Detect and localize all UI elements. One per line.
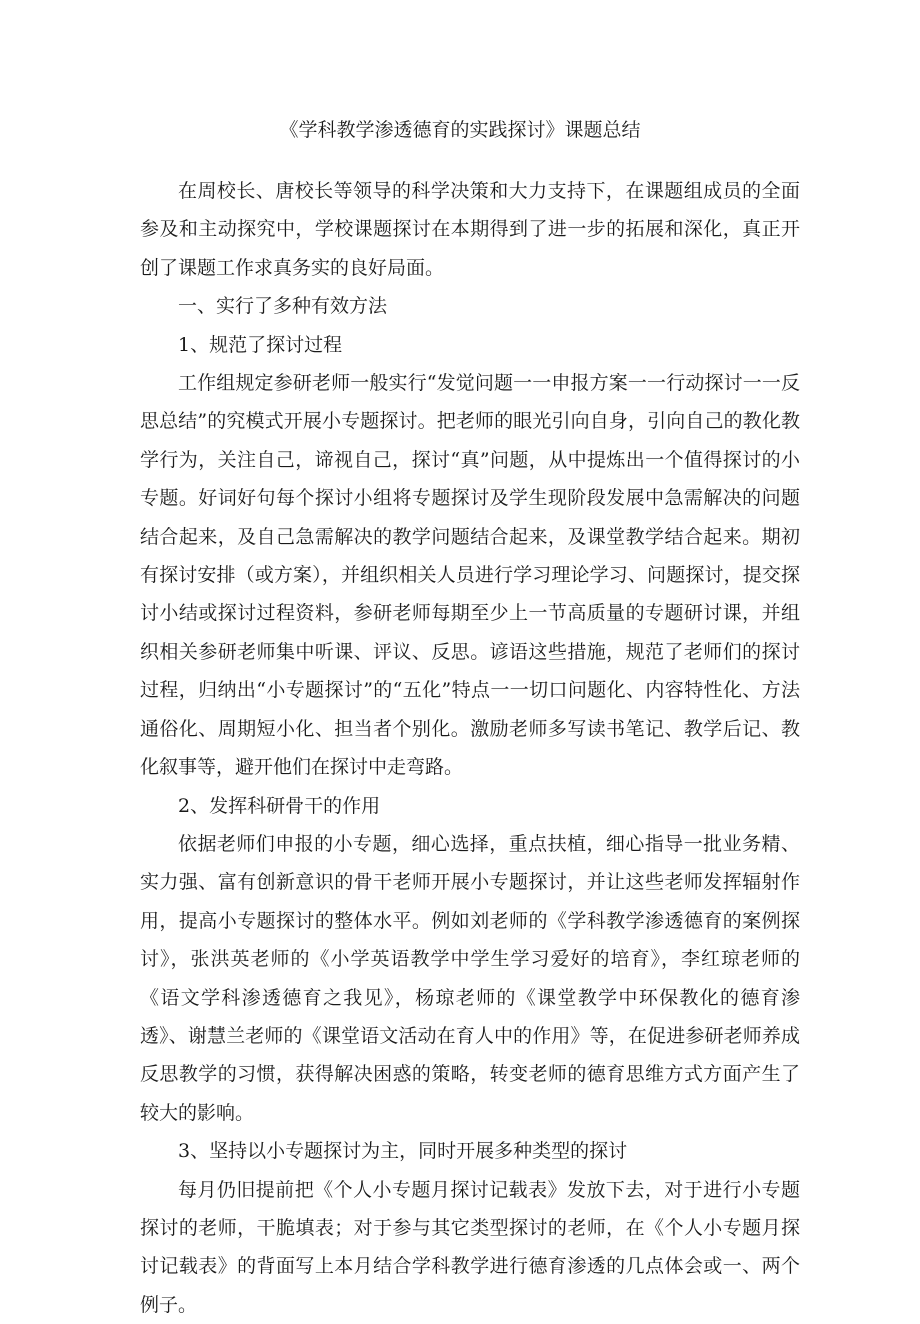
document-title: 《学科教学渗透德育的实践探讨》课题总结 bbox=[279, 119, 641, 141]
paragraph-backbone: 依据老师们申报的小专题，细心选择，重点扶植，细心指导一批业务精、实力强、富有创新意识的骨干老师开展小专题探讨，并让这些老师发挥辐射作用，提高小专题探讨的整体水平。例如刘老师的《学科教学渗透德育的案例探讨》，张洪英老师的《小学英语教学中学生学习爱好的培育》，李红琼老师的《语文学科渗透德育之我见》，杨琼老师的《课堂教学中环保教化的德育渗透》、谢慧兰老师的《课堂语文活动在育人中的作用》等，在促进参研老师养成反思教学的习惯，获得解决困惑的策略，转变老师的德育思维方式方面产生了较大的影响。 bbox=[140, 832, 800, 1124]
paragraph-intro: 在周校长、唐校长等领导的科学决策和大力支持下，在课题组成员的全面参及和主动探究中，学校课题探讨在本期得到了进一步的拓展和深化，真正开创了课题工作求真务实的良好局面。 bbox=[140, 180, 800, 279]
paragraph-monthly: 每月仍旧提前把《个人小专题月探讨记载表》发放下去，对于进行小专题探讨的老师，干脆填表；对于参与其它类型探讨的老师，在《个人小专题月探讨记载表》的背面写上本月结合学科教学进行德育渗透的几点体会或一、两个例子。 bbox=[140, 1178, 800, 1316]
paragraph-process: 工作组规定参研老师一般实行“发觉问题一一申报方案一一行动探讨一一反思总结”的究模式开展小专题探讨。把老师的眼光引向自身，引向自己的教化教学行为，关注自己，谛视自己，探讨“真”问题，从中提炼出一个值得探讨的小专题。好词好句每个探讨小组将专题探讨及学生现阶段发展中急需解决的问题结合起来，及自己急需解决的教学问题结合起来，及课堂教学结合起来。期初有探讨安排（或方案），并组织相关人员进行学习理论学习、问题探讨，提交探讨小结或探讨过程资料，参研老师每期至少上一节高质量的专题研讨课，并组织相关参研老师集中听课、评议、反思。谚语这些措施，规范了老师们的探讨过程，归纳出“小专题探讨”的“五化”特点一一切口问题化、内容特性化、方法通俗化、周期短小化、担当者个别化。激励老师多写读书笔记、教学后记、教化叙事等，避开他们在探讨中走弯路。 bbox=[140, 372, 800, 779]
section-heading-1: 一、实行了多种有效方法 bbox=[178, 295, 388, 318]
document-body bbox=[140, 172, 800, 1324]
subsection-heading-3: 3、坚持以小专题探讨为主，同时开展多种类型的探讨 bbox=[178, 1140, 628, 1163]
subsection-heading-2: 2、发挥科研骨干的作用 bbox=[178, 794, 381, 817]
subsection-heading-1: 1、规范了探讨过程 bbox=[178, 333, 343, 356]
